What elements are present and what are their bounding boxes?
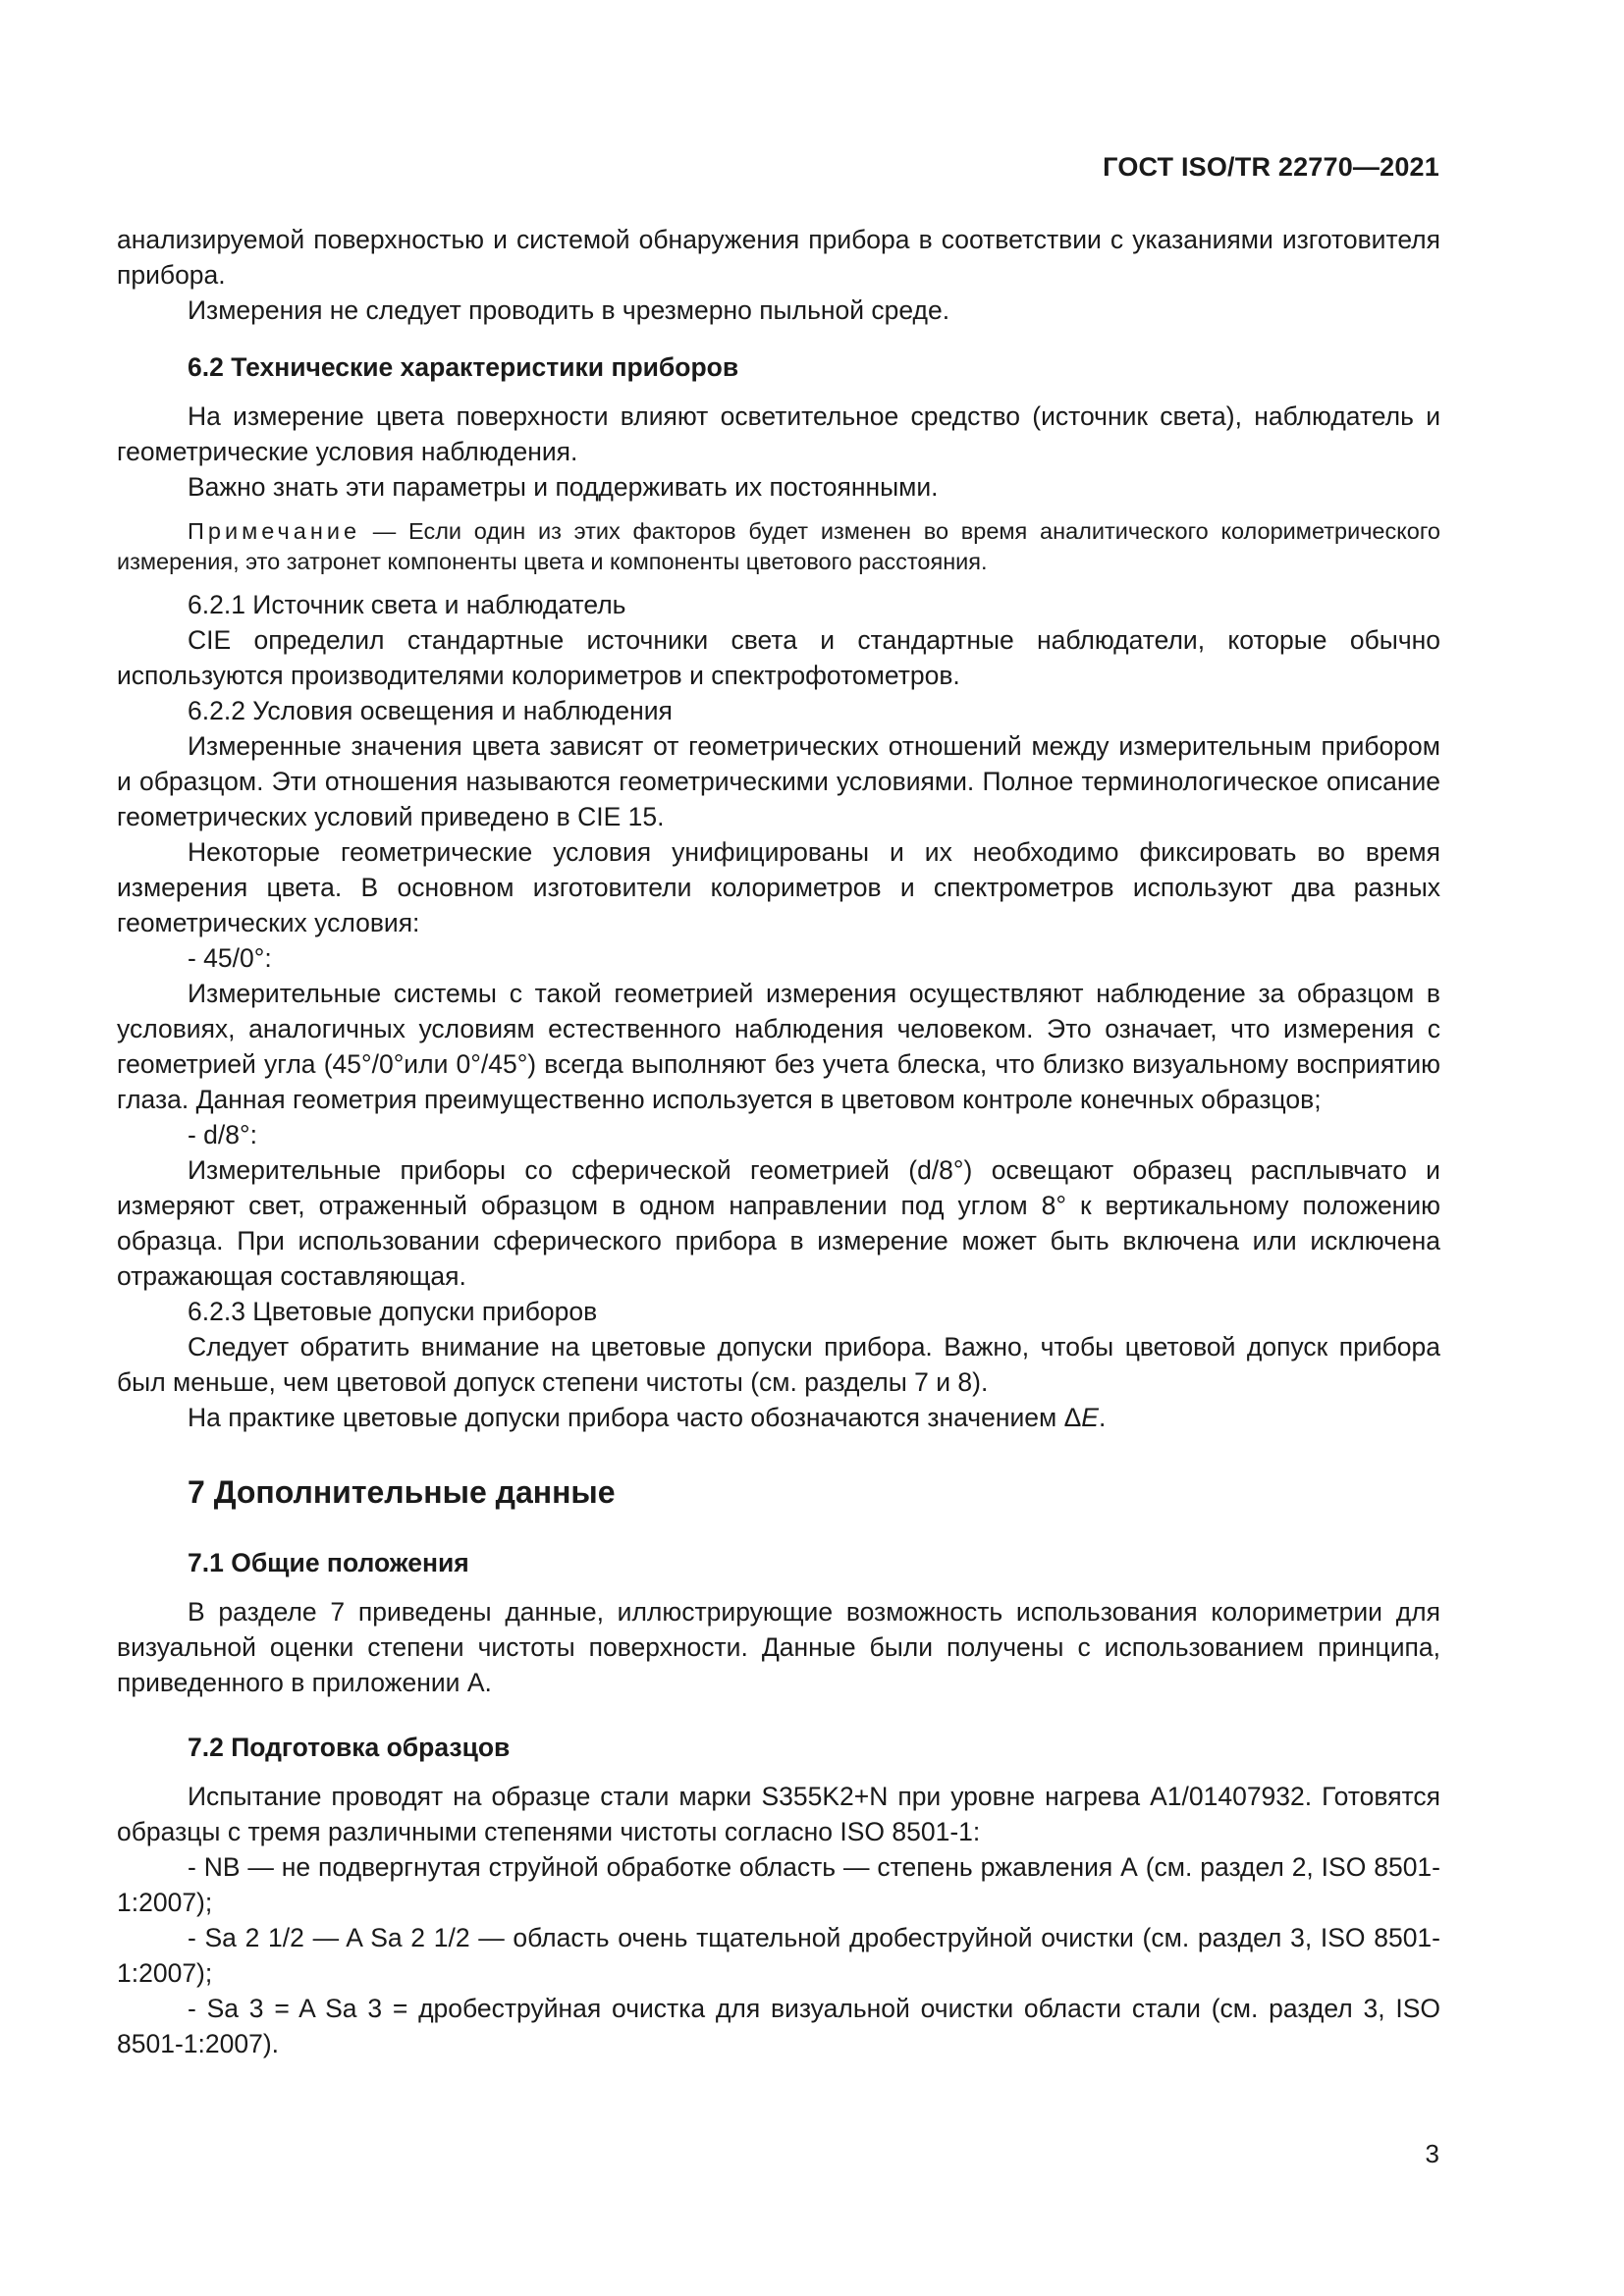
list-item: - Sa 2 1/2 — A Sa 2 1/2 — область очень тщательной дробеструйной очистки (см. раздел 3, ISO 8501-1:2007); [117, 1923, 1440, 1988]
paragraph: Важно знать эти параметры и поддерживать их постоянными. [188, 472, 939, 502]
list-item: - d/8°: [188, 1120, 257, 1149]
paragraph: В разделе 7 приведены данные, иллюстрирующие возможность использования колориметрии для визуальной оценки степени чистоты поверхности. Данные были получены с использованием принципа, приведенного в приложении А. [117, 1597, 1440, 1697]
subsection-heading-6-2-1: 6.2.1 Источник света и наблюдатель [188, 590, 626, 619]
subsection-heading-6-2-2: 6.2.2 Условия освещения и наблюдения [188, 696, 673, 725]
section-heading-7-2: 7.2 Подготовка образцов [188, 1733, 511, 1762]
paragraph: Некоторые геометрические условия унифицированы и их необходимо фиксировать во время измерения цвета. В основном изготовители колориметров и спектрометров используют два разных геометрических условия: [117, 837, 1440, 937]
section-heading-7: 7 Дополнительные данные [188, 1474, 616, 1510]
paragraph: Измерения не следует проводить в чрезмерно пыльной среде. [188, 295, 950, 325]
text-fragment: . [1098, 1403, 1107, 1432]
paragraph [117, 1400, 1440, 1435]
note-label: Примечание [188, 518, 361, 544]
note-text: — Если один из этих факторов будет изменен во время аналитического колориметрического измерения, это затронет компоненты цвета и компоненты цветового расстояния. [117, 518, 1440, 574]
page-number: 3 [1425, 2139, 1439, 2168]
paragraph: Измерительные приборы со сферической геометрией (d/8°) освещают образец расплывчато и измеряют свет, отраженный образцом в одном направлении под углом 8° к вертикальному положению образца. При использовании сферического прибора в измерение может быть включена или исключена отражающая составляющая. [117, 1155, 1440, 1291]
section-heading-7-1: 7.1 Общие положения [188, 1548, 469, 1577]
symbol-e: E [1081, 1403, 1099, 1432]
paragraph: На измерение цвета поверхности влияют осветительное средство (источник света), наблюдатель и геометрические условия наблюдения. [117, 401, 1440, 466]
list-item: - NB — не подвергнутая струйной обработке область — степень ржавления А (см. раздел 2, ISO 8501-1:2007); [117, 1852, 1440, 1917]
paragraph: Испытание проводят на образце стали марки S355K2+N при уровне нагрева A1/01407932. Готовятся образцы с тремя различными степенями чистоты согласно ISO 8501-1: [117, 1782, 1440, 1846]
paragraph: Измерительные системы с такой геометрией измерения осуществляют наблюдение за образцом в условиях, аналогичных условиям естественного наблюдения человеком. Это означает, что измерения с геометрией угла (45°/0°или 0°/45°) всегда выполняют без учета блеска, что близко визуальному восприятию глаза. Данная геометрия преимущественно используется в цветовом контроле конечных образцов; [117, 979, 1440, 1114]
list-item: - 45/0°: [188, 943, 272, 973]
paragraph: CIE определил стандартные источники света и стандартные наблюдатели, которые обычно используются производителями колориметров и спектрофотометров. [117, 625, 1440, 690]
note [117, 516, 1440, 577]
subsection-heading-6-2-3: 6.2.3 Цветовые допуски приборов [188, 1297, 598, 1326]
list-item: - Sa 3 = A Sa 3 = дробеструйная очистка для визуальной очистки области стали (см. раздел 3, ISO 8501-1:2007). [117, 1994, 1440, 2058]
paragraph: Измеренные значения цвета зависят от геометрических отношений между измерительным прибором и образцом. Эти отношения называются геометрическими условиями. Полное терминологическое описание геометрических условий приведено в CIE 15. [117, 731, 1440, 831]
paragraph: анализируемой поверхностью и системой обнаружения прибора в соответствии с указаниями изготовителя прибора. [117, 225, 1440, 290]
section-heading-6-2: 6.2 Технические характеристики приборов [188, 352, 739, 382]
standard-code-header: ГОСТ ISO/TR 22770—2021 [1103, 152, 1439, 182]
page-body [117, 222, 1440, 2061]
paragraph: Следует обратить внимание на цветовые допуски прибора. Важно, чтобы цветовой допуск прибора был меньше, чем цветовой допуск степени чистоты (см. разделы 7 и 8). [117, 1332, 1440, 1397]
text-fragment: На практике цветовые допуски прибора часто обозначаются значением Δ [188, 1403, 1082, 1432]
